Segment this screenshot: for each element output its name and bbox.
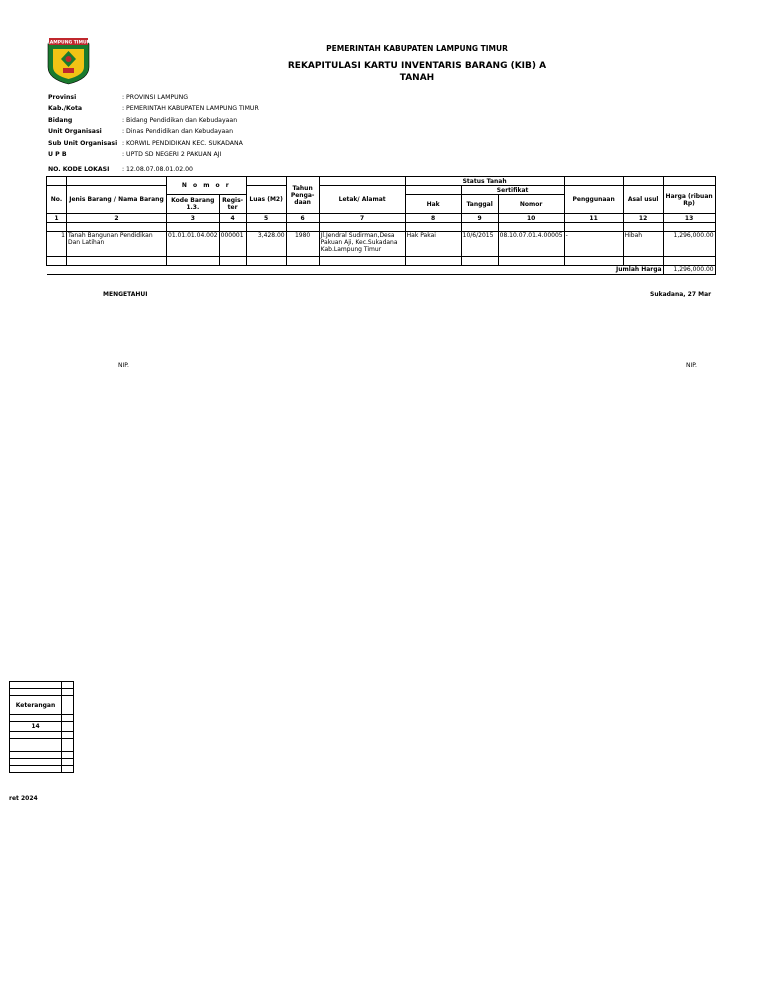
header-keterangan: Keterangan — [10, 696, 62, 715]
table-cell — [319, 177, 405, 186]
row-kode: 01.01.01.04.002 — [167, 232, 220, 257]
col-number: 12 — [623, 214, 663, 223]
col-number: 2 — [67, 214, 167, 223]
header-sertifikat: Sertifikat — [461, 186, 564, 195]
col-number-14: 14 — [10, 722, 62, 732]
kode-lokasi: NO. KODE LOKASI : 12.08.07.08.01.02.00 — [48, 166, 193, 173]
total-label: Jumlah Harga — [47, 266, 664, 275]
table-cell — [623, 177, 663, 186]
row-asal: Hibah — [623, 232, 663, 257]
col-number: 3 — [167, 214, 220, 223]
header-nomor: N o m o r — [167, 177, 247, 195]
col-number: 13 — [663, 214, 715, 223]
col-number: 11 — [564, 214, 623, 223]
info-row: Kab./Kota : PEMERINTAH KABUPATEN LAMPUNG TIMUR — [48, 105, 259, 113]
keterangan-table — [9, 681, 74, 773]
row-nama: Tanah Bangunan Pendidikan Dan Latihan — [67, 232, 167, 257]
info-block — [48, 92, 259, 160]
table-cell — [564, 177, 623, 186]
row-luas: 3,428.00 — [246, 232, 286, 257]
row-tanggal: 10/6/2015 — [461, 232, 498, 257]
total-row — [47, 266, 716, 275]
header-asal: Asal usul — [623, 186, 663, 214]
col-number: 7 — [319, 214, 405, 223]
header-letak: Letak/ Alamat — [319, 186, 405, 214]
col-number: 1 — [47, 214, 67, 223]
kib-table — [46, 176, 716, 275]
row-register: 000001 — [219, 232, 246, 257]
header-subtitle: TANAH — [399, 73, 435, 83]
header-penggunaan: Penggunaan — [564, 186, 623, 214]
header-kode: Kode Barang 1.3. — [167, 195, 220, 214]
table-cell — [47, 177, 67, 186]
header-status-tanah: Status Tanah — [405, 177, 564, 186]
info-row: Provinsi : PROVINSI LAMPUNG — [48, 94, 189, 101]
header-jenis: Jenis Barang / Nama Barang — [67, 186, 167, 214]
col-number: 4 — [219, 214, 246, 223]
total-value: 1,296,000.00 — [663, 266, 715, 275]
right-nip: NIP. — [686, 362, 697, 369]
col-number: 10 — [498, 214, 564, 223]
year-fragment: ret 2024 — [9, 795, 38, 802]
col-number: 8 — [405, 214, 461, 223]
info-row: Sub Unit Organisasi : KORWIL PENDIDIKAN KEC. SUKADANA — [48, 139, 243, 147]
table-cell — [405, 186, 461, 195]
header-tahun: Tahun Penga- daan — [286, 177, 319, 214]
col-number: 5 — [246, 214, 286, 223]
row-nomor: 08.10.07.01.4.00005 — [498, 232, 564, 257]
header-tanggal: Tanggal — [461, 195, 498, 214]
mengetahui-label: MENGETAHUI — [103, 291, 148, 298]
header-no: No. — [47, 186, 67, 214]
table-cell — [663, 177, 715, 186]
date-place-label: Sukadana, 27 Mar — [650, 291, 712, 298]
header-harga: Harga (ribuan Rp) — [663, 186, 715, 214]
table-row — [47, 232, 716, 257]
info-row: U P B : UPTD SD NEGERI 2 PAKUAN AJI — [48, 151, 222, 159]
header-hak: Hak — [405, 195, 461, 214]
row-letak: Jl.Jendral Sudirman,Desa Pakuan Aji, Kec.Sukadana Kab.Lampung Timur — [319, 232, 405, 257]
table-cell — [67, 177, 167, 186]
header-luas: Luas (M2) — [246, 186, 286, 214]
row-penggunaan: - — [564, 232, 623, 257]
row-no: 1 — [47, 232, 67, 257]
header-government: PEMERINTAH KABUPATEN LAMPUNG TIMUR — [326, 44, 508, 53]
row-hak: Hak Pakai — [405, 232, 461, 257]
table-cell — [246, 177, 286, 186]
col-number: 6 — [286, 214, 319, 223]
info-row: Bidang : Bidang Pendidikan dan Kebudayaan — [48, 116, 238, 124]
info-row: Unit Organisasi : Dinas Pendidikan dan Kebudayaan — [48, 128, 234, 136]
header-register: Regis- ter — [219, 195, 246, 214]
row-tahun: 1980 — [286, 232, 319, 257]
header-title: REKAPITULASI KARTU INVENTARIS BARANG (KIB) A — [287, 61, 547, 71]
col-number: 9 — [461, 214, 498, 223]
logo-text: LAMPUNG TIMUR — [46, 40, 91, 46]
row-harga: 1,296,000.00 — [663, 232, 715, 257]
left-nip: NIP. — [118, 362, 129, 369]
header-nomor-sertifikat: Nomor — [498, 195, 564, 214]
